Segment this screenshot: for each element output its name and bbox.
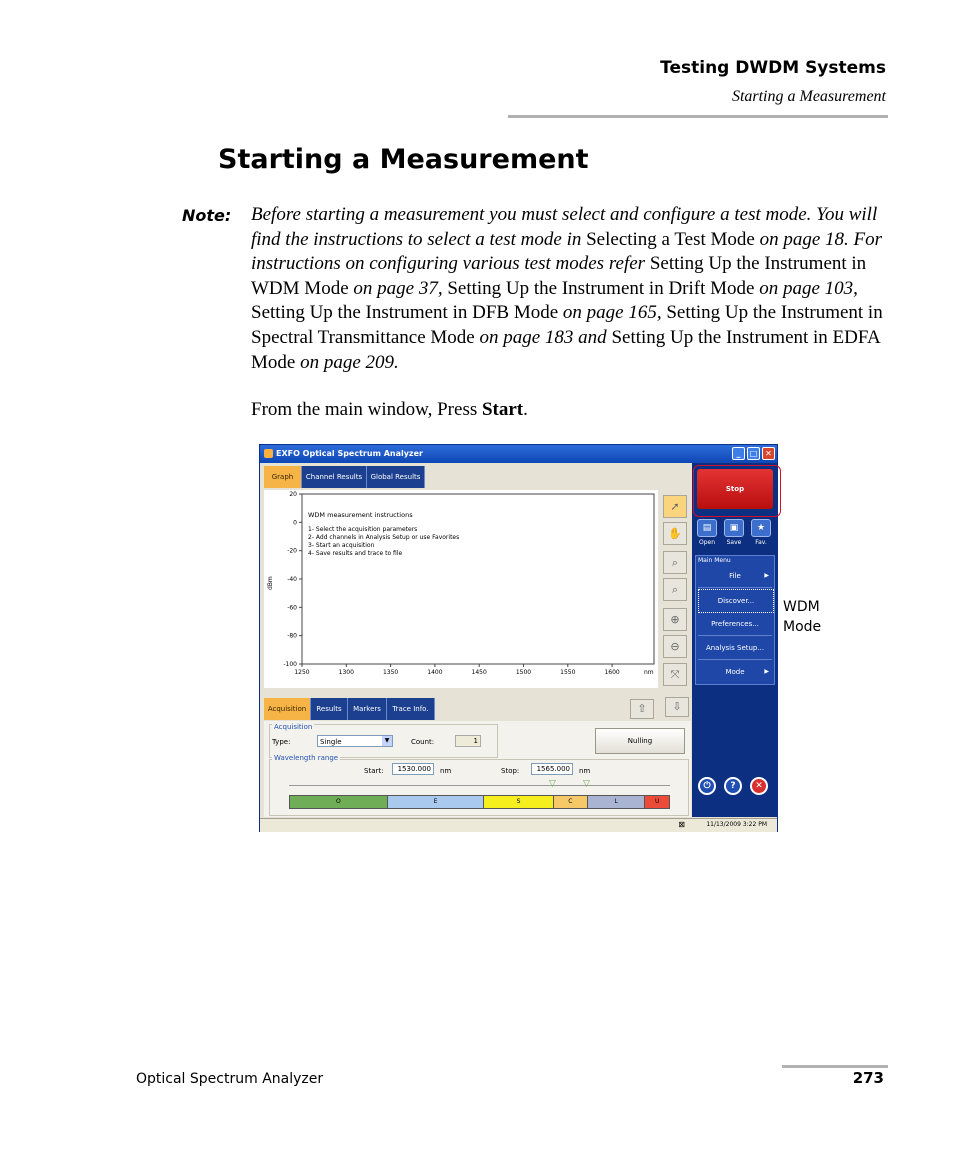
step-suffix: . [523, 399, 528, 420]
type-select[interactable] [317, 735, 393, 747]
count-label: Count: [411, 738, 435, 746]
main-menu-title: Main Menu [698, 557, 731, 564]
header-rule [508, 115, 888, 118]
band-s[interactable] [484, 796, 553, 808]
tab-global-results[interactable]: Global Results [367, 466, 425, 488]
y-tick-label: -80 [287, 632, 297, 640]
status-clock: 11/13/2009 3:22 PM [706, 821, 767, 828]
zoom-in-icon[interactable]: ⊕ [663, 608, 687, 631]
band-label: C [568, 798, 573, 805]
x-tick-label: 1400 [427, 669, 443, 676]
x-ticks [294, 664, 620, 676]
type-label: Type: [272, 738, 291, 746]
band-label: L [614, 798, 618, 805]
y-axis-label: dBm [267, 576, 274, 590]
window-title: EXFO Optical Spectrum Analyzer [276, 449, 423, 458]
menu-item-label: Mode [725, 668, 745, 676]
nulling-button[interactable]: Nulling [595, 728, 685, 754]
network-icon: ⊠ [678, 820, 685, 829]
x-axis-unit: nm [644, 669, 654, 676]
chapter-title: Testing DWDM Systems [660, 58, 886, 78]
note-text-3: on page 37, [348, 277, 448, 299]
app-screenshot [259, 444, 778, 832]
spectrum-graph[interactable] [264, 490, 658, 688]
stop-unit: nm [579, 767, 591, 775]
chevron-right-icon: ▶ [764, 668, 769, 675]
band-label: U [654, 798, 660, 805]
x-tick-label: 1500 [515, 669, 532, 676]
full-scale-icon[interactable]: ⤧ [663, 663, 687, 686]
control-panel [692, 463, 777, 817]
page-number: 273 [852, 1069, 884, 1087]
xref-edfa-mode[interactable]: Setting Up the Instrument in EDFA Mode [251, 326, 880, 373]
stop-input[interactable]: 1565.000 [531, 763, 573, 775]
highlight-ring [693, 465, 781, 517]
save-disk-icon[interactable]: ▣ [724, 519, 744, 537]
minimize-icon[interactable]: _ [732, 447, 745, 460]
band-l[interactable] [588, 796, 645, 808]
instruction-line: 3- Start an acquisition [308, 542, 375, 549]
chevron-right-icon: ▶ [764, 572, 769, 579]
menu-item-analysis-setup[interactable] [698, 637, 772, 660]
menu-item-mode[interactable] [698, 661, 772, 683]
acquisition-group-label: Acquisition [274, 723, 313, 731]
zoom-fit-icon[interactable]: ⌕ [663, 578, 687, 601]
xref-drift-mode[interactable]: Setting Up the Instrument in Drift Mode [447, 277, 755, 299]
xref-dfb-mode[interactable]: Setting Up the Instrument in DFB Mode [251, 302, 559, 324]
xref-wdm-mode[interactable]: Setting Up the Instrument in WDM Mode [251, 253, 867, 299]
panel-collapse-icon[interactable]: ⇩ [665, 697, 689, 717]
instruction-line: 2- Add channels in Analysis Setup or use Favorites [308, 534, 460, 541]
note-label: Note: [182, 206, 232, 225]
favorites-star-icon[interactable]: ★ [751, 519, 771, 537]
menu-item-label: Discover... [717, 597, 755, 605]
type-value: Single [320, 738, 342, 746]
start-unit: nm [440, 767, 452, 775]
exit-icon[interactable]: ✕ [750, 777, 768, 795]
page-heading: Starting a Measurement [218, 144, 589, 175]
help-icon[interactable]: ? [724, 777, 742, 795]
band-label: O [335, 798, 341, 805]
band-label: S [516, 798, 521, 805]
range-slider-track[interactable] [289, 785, 670, 786]
x-tick-label: 1250 [294, 669, 310, 676]
menu-item-label: Analysis Setup... [705, 644, 765, 652]
menu-item-label: File [729, 572, 741, 580]
open-folder-icon[interactable]: ▤ [697, 519, 717, 537]
stop-label: Stop: [501, 767, 520, 775]
instruction-line: 1- Select the acquisition parameters [308, 526, 418, 533]
start-label: Start: [364, 767, 384, 775]
open-label: Open [698, 539, 716, 546]
y-ticks [283, 491, 302, 668]
instructions-title: WDM measurement instructions [308, 511, 413, 519]
tab-markers[interactable]: Markers [348, 698, 387, 720]
x-tick-label: 1600 [604, 669, 620, 676]
wdm-mode-callout: WDM Mode [783, 599, 822, 635]
zoom-area-icon[interactable]: ⌕ [663, 551, 687, 574]
wavelength-bands [289, 795, 670, 809]
menu-item-label: Preferences... [711, 620, 759, 628]
section-title: Starting a Measurement [731, 88, 886, 105]
start-input[interactable]: 1530.000 [392, 763, 434, 775]
panel-expand-icon[interactable]: ⇧ [630, 699, 654, 719]
x-tick-label: 1550 [560, 669, 576, 676]
y-tick-label: 20 [289, 491, 297, 498]
count-input[interactable]: 1 [455, 735, 481, 747]
x-tick-label: 1350 [382, 669, 399, 676]
xref-selecting-test-mode[interactable]: Selecting a Test Mode [586, 228, 755, 250]
band-o[interactable] [290, 796, 388, 808]
y-tick-label: -20 [287, 547, 297, 555]
instruction-line: 4- Save results and trace to file [308, 550, 403, 557]
note-text-1: Before starting a measurement you must select and configure a test mode. You will find the instructions to select a test mode in [251, 204, 878, 250]
xref-spectral-transmittance-mode[interactable]: Setting Up the Instrument in Spectral Transmittance Mode [251, 302, 883, 348]
tab-graph[interactable]: Graph [264, 466, 302, 488]
chevron-down-icon[interactable]: ▼ [382, 736, 392, 746]
acquisition-panel [264, 721, 691, 817]
menu-item-preferences[interactable] [698, 613, 772, 636]
note-text-5: on page 165, [558, 302, 667, 324]
x-tick-label: 1300 [338, 669, 354, 676]
menu-item-file[interactable] [698, 565, 772, 588]
band-label: E [433, 798, 438, 805]
tab-trace-info[interactable]: Trace Info. [387, 698, 435, 720]
note-text-4: on page 103, [754, 277, 858, 299]
footer-product: Optical Spectrum Analyzer [136, 1071, 324, 1087]
zoom-out-icon[interactable]: ⊖ [663, 635, 687, 658]
footer-rule [782, 1065, 888, 1068]
band-e[interactable] [388, 796, 485, 808]
step-instruction [251, 399, 528, 421]
step-prefix: From the main window, Press [251, 399, 482, 420]
tab-results[interactable]: Results [311, 698, 348, 720]
y-tick-label: -60 [287, 604, 297, 612]
x-tick-label: 1450 [471, 669, 487, 676]
note-body [251, 203, 891, 375]
menu-item-discover[interactable] [698, 589, 774, 613]
plot-area [302, 494, 654, 664]
title-bar [260, 445, 777, 463]
hand-tool-icon[interactable]: ✋ [663, 522, 687, 545]
close-icon[interactable]: ✕ [762, 447, 775, 460]
step-bold: Start [481, 399, 524, 420]
y-tick-label: 0 [293, 519, 297, 527]
y-tick-label: -40 [287, 576, 297, 583]
main-menu [695, 555, 775, 685]
power-icon[interactable]: ⏻ [698, 777, 716, 795]
spectrum-plot [264, 490, 658, 688]
app-icon [264, 449, 273, 458]
tab-channel-results[interactable]: Channel Results [302, 466, 367, 488]
status-bar [260, 818, 777, 832]
note-text-6: on page 183 and [474, 326, 612, 348]
range-start-handle[interactable]: ▽ [549, 779, 556, 789]
y-tick-label: -100 [283, 661, 297, 668]
tab-acquisition[interactable]: Acquisition [264, 698, 311, 720]
fav-label: Fav. [755, 539, 767, 546]
range-stop-handle[interactable]: ▽ [583, 779, 590, 789]
maximize-icon[interactable]: □ [747, 447, 760, 460]
wavelength-group-label: Wavelength range [274, 754, 339, 762]
note-text-7: on page 209. [295, 351, 399, 373]
note-text-2: on page 18. For instructions on configuring various test modes refer [251, 228, 883, 275]
band-u[interactable] [645, 796, 669, 808]
save-label: Save [726, 539, 742, 546]
band-c[interactable] [554, 796, 589, 808]
pointer-tool-icon[interactable]: ➚ [663, 495, 687, 518]
stop-label: Stop [725, 485, 745, 493]
